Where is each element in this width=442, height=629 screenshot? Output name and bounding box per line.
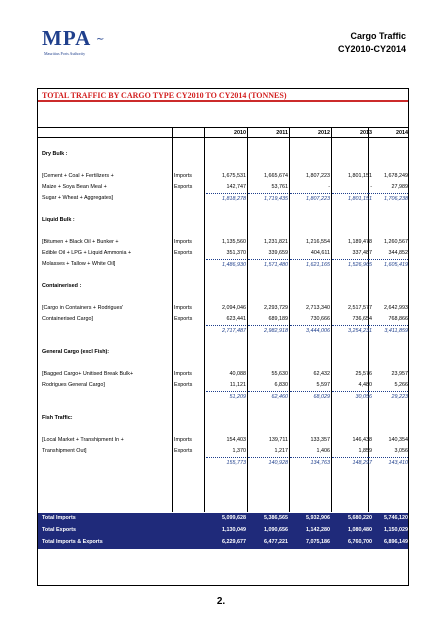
import-value: 1,189,478 xyxy=(348,239,372,245)
title-line-2: CY2010-CY2014 xyxy=(337,44,406,54)
import-value: 1,801,151 xyxy=(348,173,372,179)
export-value: 142,747 xyxy=(226,184,246,190)
subtotal-value: 1,571,480 xyxy=(248,259,288,270)
summary-row xyxy=(38,513,408,525)
summary-row xyxy=(38,525,408,537)
subtotal-value: 1,719,435 xyxy=(248,193,288,204)
summary-value: 5,932,906 xyxy=(306,515,330,521)
type-label: Exports xyxy=(174,382,193,388)
subtotal-value: 3,254,231 xyxy=(332,325,372,336)
subtotal-value: 1,801,151 xyxy=(332,193,372,204)
title-line-1: Cargo Traffic xyxy=(350,31,406,41)
subtotal-value: 2,982,918 xyxy=(248,325,288,336)
summary-label: Total Exports xyxy=(42,527,77,533)
logo-text: MPA xyxy=(42,26,92,50)
report-title xyxy=(338,30,406,56)
import-value: 133,357 xyxy=(310,437,330,443)
subtotal-value: 68,029 xyxy=(290,391,330,402)
import-value: 1,807,223 xyxy=(306,173,330,179)
spacer-row xyxy=(38,402,408,413)
summary-value: 1,150,029 xyxy=(384,527,408,533)
cargo-description: Maize + Soya Bean Meal + xyxy=(42,184,107,190)
logo-subtext: Mauritius Ports Authority xyxy=(44,51,86,56)
wave-icon: ∼ xyxy=(96,34,105,45)
subtotal-value: 3,411,859 xyxy=(368,325,408,336)
summary-value: 6,896,149 xyxy=(384,539,408,545)
cargo-description: [Local Market + Transhipment In + xyxy=(42,437,124,443)
export-value: 689,189 xyxy=(268,316,288,322)
summary-value: 1,090,656 xyxy=(264,527,288,533)
subtotal-value: 155,773 xyxy=(206,457,246,468)
import-value: 1,675,531 xyxy=(222,173,246,179)
subtotal-value: 1,706,238 xyxy=(368,193,408,204)
exports-row xyxy=(38,248,408,259)
section-title-row xyxy=(38,347,408,358)
section-title: Dry Bulk : xyxy=(42,151,68,157)
cargo-description: [Bitumen + Black Oil + Bunker + xyxy=(42,239,119,245)
subtotal-value: 3,444,006 xyxy=(290,325,330,336)
subtotal-value: 143,410 xyxy=(368,457,408,468)
subtotal-value: 148,297 xyxy=(332,457,372,468)
table-banner: TOTAL TRAFFIC BY CARGO TYPE CY2010 TO CY2014 (TONNES) xyxy=(38,89,408,102)
export-value: 339,659 xyxy=(268,250,288,256)
cargo-description: Sugar + Wheat + Aggregates] xyxy=(42,195,114,201)
section-title-row xyxy=(38,215,408,226)
section-title: Liquid Bulk : xyxy=(42,217,75,223)
export-value: 1,217 xyxy=(274,448,288,454)
import-value: 1,678,249 xyxy=(384,173,408,179)
type-label: Exports xyxy=(174,250,193,256)
subtotal-value: 51,209 xyxy=(206,391,246,402)
export-value: - xyxy=(328,184,330,190)
import-value: 146,438 xyxy=(352,437,372,443)
subtotal-value: 140,928 xyxy=(248,457,288,468)
cargo-description: [Cement + Coal + Fertilizers + xyxy=(42,173,114,179)
cargo-description xyxy=(42,391,172,402)
import-value: 1,665,674 xyxy=(264,173,288,179)
subtotal-value: 1,621,165 xyxy=(290,259,330,270)
export-value: 3,056 xyxy=(394,448,408,454)
subtotal-row xyxy=(38,325,408,336)
summary-block xyxy=(38,513,408,549)
import-value: 140,354 xyxy=(388,437,408,443)
export-value: 1,859 xyxy=(358,448,372,454)
spacer-row xyxy=(38,424,408,435)
spacer-row xyxy=(38,204,408,215)
summary-value: 5,746,120 xyxy=(384,515,408,521)
section-title-row xyxy=(38,413,408,424)
export-value: 6,830 xyxy=(274,382,288,388)
export-value: 337,487 xyxy=(352,250,372,256)
summary-value: 5,386,565 xyxy=(264,515,288,521)
imports-row xyxy=(38,369,408,380)
exports-row xyxy=(38,314,408,325)
export-value: 53,761 xyxy=(271,184,288,190)
import-value: 2,517,577 xyxy=(348,305,372,311)
export-value: 768,866 xyxy=(388,316,408,322)
mpa-logo xyxy=(42,28,142,68)
export-value: - xyxy=(370,184,372,190)
subtotal-value: 30,056 xyxy=(332,391,372,402)
subtotal-value: 1,605,419 xyxy=(368,259,408,270)
section-title-row xyxy=(38,149,408,160)
export-value: 623,441 xyxy=(226,316,246,322)
subtotal-row xyxy=(38,193,408,204)
imports-row xyxy=(38,303,408,314)
import-value: 2,713,340 xyxy=(306,305,330,311)
import-value: 1,260,567 xyxy=(384,239,408,245)
section-title: Containerised : xyxy=(42,283,82,289)
cargo-table-frame xyxy=(37,88,409,586)
page-number: 2. xyxy=(216,596,226,607)
summary-row xyxy=(38,537,408,549)
summary-value: 1,080,480 xyxy=(348,527,372,533)
spacer-row xyxy=(38,270,408,281)
year-header: 2011 xyxy=(276,130,288,136)
cargo-description: Containerised Cargo] xyxy=(42,316,93,322)
year-header-row xyxy=(38,127,408,138)
summary-value: 5,680,220 xyxy=(348,515,372,521)
year-header: 2010 xyxy=(234,130,246,136)
subtotal-value: 1,486,930 xyxy=(206,259,246,270)
export-value: 5,597 xyxy=(316,382,330,388)
type-label: Exports xyxy=(174,184,193,190)
export-value: 344,852 xyxy=(388,250,408,256)
cargo-description: [Bagged Cargo+ Unitised Break Bulk+ xyxy=(42,371,134,377)
import-value: 1,135,560 xyxy=(222,239,246,245)
subtotal-row xyxy=(38,259,408,270)
exports-row xyxy=(38,380,408,391)
year-header: 2013 xyxy=(360,130,372,136)
import-value: 1,216,554 xyxy=(306,239,330,245)
cargo-description: Edible Oil + LPG + Liquid Ammonia + xyxy=(42,250,132,256)
type-label: Exports xyxy=(174,316,193,322)
cargo-description: Molasses + Tallow + White Oil] xyxy=(42,261,116,267)
type-label: Imports xyxy=(174,437,192,443)
spacer-row xyxy=(38,358,408,369)
summary-value: 6,760,700 xyxy=(348,539,372,545)
cargo-description: Transhipment Out] xyxy=(42,448,87,454)
section-title-row xyxy=(38,281,408,292)
year-header: 2014 xyxy=(396,130,408,136)
imports-row xyxy=(38,171,408,182)
import-value: 23,957 xyxy=(391,371,408,377)
exports-row xyxy=(38,182,408,193)
subtotal-value: 134,763 xyxy=(290,457,330,468)
spacer-row xyxy=(38,336,408,347)
export-value: 736,654 xyxy=(352,316,372,322)
summary-value: 6,477,221 xyxy=(264,539,288,545)
section-title: Fish Traffic: xyxy=(42,415,73,421)
import-value: 1,231,821 xyxy=(264,239,288,245)
summary-value: 1,130,049 xyxy=(222,527,246,533)
type-label: Imports xyxy=(174,371,192,377)
cargo-description: Rodrigues General Cargo] xyxy=(42,382,105,388)
import-value: 40,088 xyxy=(229,371,246,377)
cargo-description xyxy=(42,325,172,336)
export-value: 11,121 xyxy=(229,382,246,388)
subtotal-value: 1,526,965 xyxy=(332,259,372,270)
import-value: 2,293,729 xyxy=(264,305,288,311)
spacer-row xyxy=(38,160,408,171)
export-value: 1,406 xyxy=(316,448,330,454)
subtotal-value: 62,460 xyxy=(248,391,288,402)
import-value: 25,576 xyxy=(355,371,372,377)
cargo-description: [Cargo in Containers + Rodrigues' xyxy=(42,305,124,311)
type-label: Imports xyxy=(174,305,192,311)
summary-value: 5,099,628 xyxy=(222,515,246,521)
spacer-row xyxy=(38,292,408,303)
summary-value: 6,229,677 xyxy=(222,539,246,545)
subtotal-row xyxy=(38,457,408,468)
import-value: 62,432 xyxy=(313,371,330,377)
cargo-description xyxy=(42,457,172,468)
subtotal-value: 29,223 xyxy=(368,391,408,402)
import-value: 154,403 xyxy=(226,437,246,443)
cargo-table xyxy=(38,127,408,468)
subtotal-row xyxy=(38,391,408,402)
summary-label: Total Imports xyxy=(42,515,76,521)
type-label: Imports xyxy=(174,239,192,245)
type-label: Exports xyxy=(174,448,193,454)
export-value: 4,480 xyxy=(358,382,372,388)
type-label: Imports xyxy=(174,173,192,179)
year-header: 2012 xyxy=(318,130,330,136)
imports-row xyxy=(38,237,408,248)
import-value: 139,711 xyxy=(268,437,288,443)
subtotal-value: 1,818,278 xyxy=(206,193,246,204)
exports-row xyxy=(38,446,408,457)
imports-row xyxy=(38,435,408,446)
summary-label: Total Imports & Exports xyxy=(42,539,103,545)
export-value: 404,611 xyxy=(310,250,330,256)
subtotal-value: 1,807,223 xyxy=(290,193,330,204)
summary-value: 1,142,280 xyxy=(306,527,330,533)
export-value: 27,989 xyxy=(391,184,408,190)
import-value: 2,642,993 xyxy=(384,305,408,311)
summary-value: 7,075,186 xyxy=(306,539,330,545)
export-value: 5,266 xyxy=(394,382,408,388)
export-value: 730,666 xyxy=(310,316,330,322)
spacer-row xyxy=(38,138,408,149)
subtotal-value: 2,717,487 xyxy=(206,325,246,336)
import-value: 2,094,046 xyxy=(222,305,246,311)
section-title: General Cargo (excl Fish): xyxy=(42,349,110,355)
export-value: 351,370 xyxy=(226,250,246,256)
import-value: 55,630 xyxy=(271,371,288,377)
export-value: 1,370 xyxy=(232,448,246,454)
spacer-row xyxy=(38,226,408,237)
